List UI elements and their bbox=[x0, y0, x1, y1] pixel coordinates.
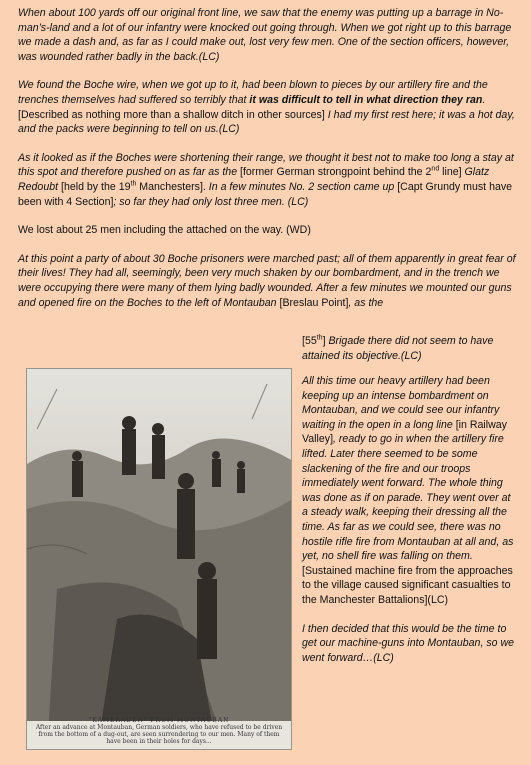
p2-bold: it was difficult to tell in what direction they ran bbox=[249, 93, 483, 106]
p3-text-i: ; so far they had only lost three men. (LC) bbox=[113, 195, 309, 208]
paragraph-4: We lost about 25 men including the attached on the way. (WD) bbox=[18, 224, 311, 237]
paragraph-8 bbox=[302, 622, 516, 666]
right-column bbox=[302, 358, 516, 665]
p3-text-g: In a few minutes No. 2 section came up bbox=[205, 180, 398, 193]
p3-sup-2: th bbox=[130, 180, 137, 188]
p2-text-a: We found the Boche wire, when we got up to it, had been blown to pieces by our artillery fire and the trenches themselves had suffered so terribly that bbox=[18, 79, 488, 106]
p7-note-b: [in Railway Valley] bbox=[302, 418, 507, 446]
p6-text: Brigade there did not seem to have attained its objective.(LC) bbox=[302, 335, 494, 362]
paragraph-5 bbox=[18, 252, 519, 310]
p3-place: Glatz Redoubt bbox=[18, 166, 490, 193]
photo-illustration bbox=[27, 369, 292, 750]
p2-text-d: I had my first rest here; it was a hot day, and the packs were beginning to tell on us.(LC) bbox=[18, 108, 515, 136]
p7-note-d: [Sustained machine fire from the approaches to the village caused significant casualties to the Manchester Battalions](LC) bbox=[302, 564, 513, 606]
p2-text-b: . bbox=[482, 93, 486, 106]
p3-note-h: [Capt Grundy must have been with 4 Section] bbox=[18, 180, 513, 208]
historical-photograph bbox=[26, 368, 292, 750]
photo-caption-title: "KAMERADEN" FROM MONTAUBAN bbox=[88, 717, 230, 724]
p6-sup: th bbox=[316, 334, 323, 342]
p2-note: [Described as nothing more than a shallow ditch in other sources] bbox=[18, 108, 325, 121]
photo-caption bbox=[27, 717, 291, 745]
p3-note-d: Manchesters]. bbox=[136, 180, 206, 193]
p6-note-a: [55 bbox=[302, 335, 317, 347]
paragraph-2 bbox=[18, 78, 519, 136]
p3-text-a: As it looked as if the Boches were shortening their range, we thought it best not to make too long a stay at this spot and therefore pushed on as far as the bbox=[18, 151, 514, 179]
p5-text-c: , as the bbox=[348, 296, 384, 309]
paragraph-1 bbox=[18, 6, 519, 64]
p5-note: [Breslau Point] bbox=[279, 296, 349, 309]
p5-text: At this point a party of about 30 Boche prisoners were marched past; all of them apparently in great fear of their lives! They had all, seemingly, been very much shaken by our bombardment, and in the trench we were occupying there were many of them lying badly wounded. After a few minutes we mounted our guns and opened fire on the Boches to the left of Montauban bbox=[18, 252, 516, 309]
paragraph-3 bbox=[18, 151, 519, 209]
p3-sup-1: nd bbox=[431, 165, 440, 173]
p8-text: I then decided that this would be the time to get our machine-guns into Montauban, so we went forward…(LC) bbox=[302, 622, 515, 664]
p3-note-b: line] bbox=[439, 166, 462, 179]
p3-note-a: [former German strongpoint behind the 2 bbox=[240, 166, 432, 179]
paragraph-1-text: When about 100 yards off our original front line, we saw that the enemy was putting up a barrage in No-man’s-land and a lot of our infantry were knocked out going through. When we got right up to this barrage we made a dash and, as far as I could make out, lost very few men. One of the section officers, however, was wounded rather badly in the back.(LC) bbox=[18, 7, 512, 63]
p7-text-c: , ready to go in when the artillery fire lifted. Later there seemed to be some slackening of the fire and our troops immediately went forward. The whole thing was done as if on parade. They went over at a steady walk, keeping their dressing all the time. As far as we could see, there was no hostile rifle fire from Montauban at all and, as yet, no shell fire was falling on them. bbox=[302, 433, 514, 563]
p3-note-c: [held by the 19 bbox=[61, 180, 131, 193]
p7-text-a: All this time our heavy artillery had been keeping up an intense bombardment on Montauban, and we could see our infantry waiting in the open in a long line bbox=[302, 375, 500, 431]
photo-caption-body: After an advance at Montauban, German soldiers, who have refused to be driven from the bottom of a dug-out, are seen surrendering to our men. Many of them have been in their holes for days... bbox=[35, 724, 283, 745]
paragraph-7 bbox=[302, 374, 516, 608]
p6-note-b: ] bbox=[322, 335, 326, 347]
